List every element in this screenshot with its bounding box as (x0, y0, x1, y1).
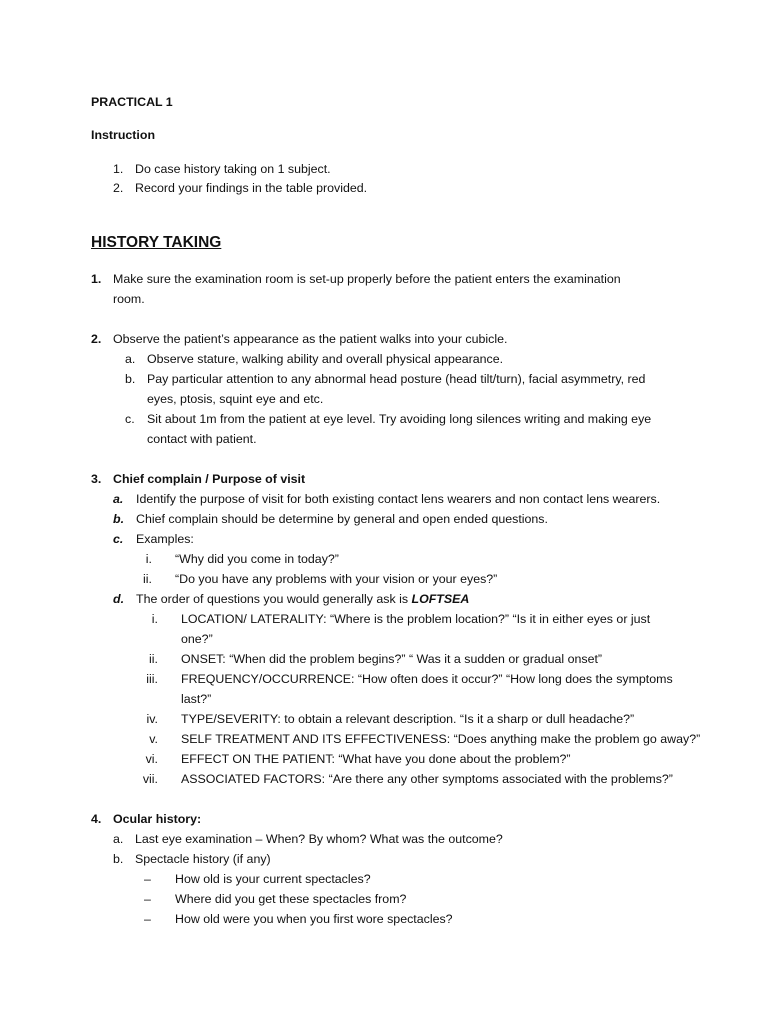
item4-a-text: Last eye examination – When? By whom? What was the outcome? (135, 832, 503, 846)
loftsea-acronym: LOFTSEA (411, 592, 470, 606)
item3-title (113, 471, 305, 487)
practical-title: PRACTICAL 1 (91, 95, 173, 109)
loftsea-2-line1: ONSET: “When did the problem begins?” “ Was it a sudden or gradual onset” (181, 652, 603, 666)
example-2-text: “Do you have any problems with your vision or your eyes?” (175, 572, 498, 586)
item3-a-text: Identify the purpose of visit for both existing contact lens wearers and non contact lens wearers. (136, 492, 661, 506)
instruction-heading: Instruction (91, 128, 156, 142)
loftsea-3-line1: FREQUENCY/OCCURRENCE: “How often does it occur?” “How long does the symptoms (181, 672, 673, 686)
item3-d-text (136, 591, 469, 607)
item1-marker: 1. (91, 272, 102, 286)
item3-d-marker: d. (113, 592, 125, 606)
dash-2-marker: – (144, 892, 151, 906)
example-1-text: “Why did you come in today?” (175, 552, 339, 566)
loftsea-7-line1: ASSOCIATED FACTORS: “Are there any other symptoms associated with the problems?” (181, 772, 673, 786)
item3-c-text: Examples: (136, 532, 194, 546)
dash-3-text: How old were you when you first wore spectacles? (175, 912, 453, 926)
item2-a-marker: a. (125, 352, 136, 366)
item3-a-marker: a. (113, 492, 124, 506)
item3-title-part1: Chief complain (113, 472, 206, 486)
item4-b-marker: b. (113, 852, 124, 866)
instruction-1-marker: 1. (113, 162, 124, 176)
loftsea-4-marker: iv. (146, 712, 158, 726)
item3-b-text: Chief complain should be determine by general and open ended questions. (136, 512, 548, 526)
dash-1-text: How old is your current spectacles? (175, 872, 371, 886)
loftsea-1-line1: LOCATION/ LATERALITY: “Where is the problem location?” “Is it in either eyes or just (181, 612, 651, 626)
loftsea-3-marker: iii. (146, 672, 158, 686)
item2-text: Observe the patient’s appearance as the patient walks into your cubicle. (113, 332, 508, 346)
item3-c-marker: c. (113, 532, 124, 546)
item4-b-text: Spectacle history (if any) (135, 852, 271, 866)
loftsea-1-line2: one?” (181, 632, 213, 646)
loftsea-6-marker: vi. (145, 752, 158, 766)
item4-a-marker: a. (113, 832, 124, 846)
item2-c-line1: Sit about 1m from the patient at eye level. Try avoiding long silences writing and making eye (147, 412, 652, 426)
example-1-marker: i. (145, 552, 152, 566)
dash-3-marker: – (144, 912, 151, 926)
instruction-2-text: Record your findings in the table provided. (135, 181, 368, 195)
item2-marker: 2. (91, 332, 102, 346)
item2-b-line1: Pay particular attention to any abnormal head posture (head tilt/turn), facial asymmetry, red (147, 372, 646, 386)
item3-title-part2: Purpose of visit (208, 472, 306, 486)
example-2-marker: ii. (143, 572, 152, 586)
item1-line2: room. (113, 292, 145, 306)
item2-c-line2: contact with patient. (147, 432, 257, 446)
item2-c-marker: c. (125, 412, 135, 426)
item3-b-marker: b. (113, 512, 125, 526)
item3-title-slash: / (205, 472, 209, 486)
dash-1-marker: – (144, 872, 151, 886)
loftsea-4-line1: TYPE/SEVERITY: to obtain a relevant description. “Is it a sharp or dull headache?” (181, 712, 635, 726)
item3-d-lead: The order of questions you would generally ask is (136, 592, 412, 606)
section-heading: HISTORY TAKING (91, 234, 222, 251)
loftsea-3-line2: last?” (181, 692, 212, 706)
item2-b-marker: b. (125, 372, 136, 386)
item3-marker: 3. (91, 472, 102, 486)
item4-marker: 4. (91, 812, 102, 826)
item2-b-line2: eyes, ptosis, squint eye and etc. (147, 392, 324, 406)
dash-2-text: Where did you get these spectacles from? (175, 892, 407, 906)
item4-title: Ocular history: (113, 812, 202, 826)
loftsea-5-line1: SELF TREATMENT AND ITS EFFECTIVENESS: “Does anything make the problem go away?” (181, 732, 701, 746)
loftsea-2-marker: ii. (149, 652, 158, 666)
loftsea-7-marker: vii. (142, 772, 158, 786)
instruction-1-text: Do case history taking on 1 subject. (135, 162, 331, 176)
loftsea-5-marker: v. (149, 732, 158, 746)
loftsea-1-marker: i. (151, 612, 158, 626)
instruction-2-marker: 2. (113, 181, 124, 195)
item2-a-text: Observe stature, walking ability and overall physical appearance. (147, 352, 504, 366)
item1-line1: Make sure the examination room is set-up properly before the patient enters the examination (113, 272, 621, 286)
loftsea-6-line1: EFFECT ON THE PATIENT: “What have you done about the problem?” (181, 752, 571, 766)
